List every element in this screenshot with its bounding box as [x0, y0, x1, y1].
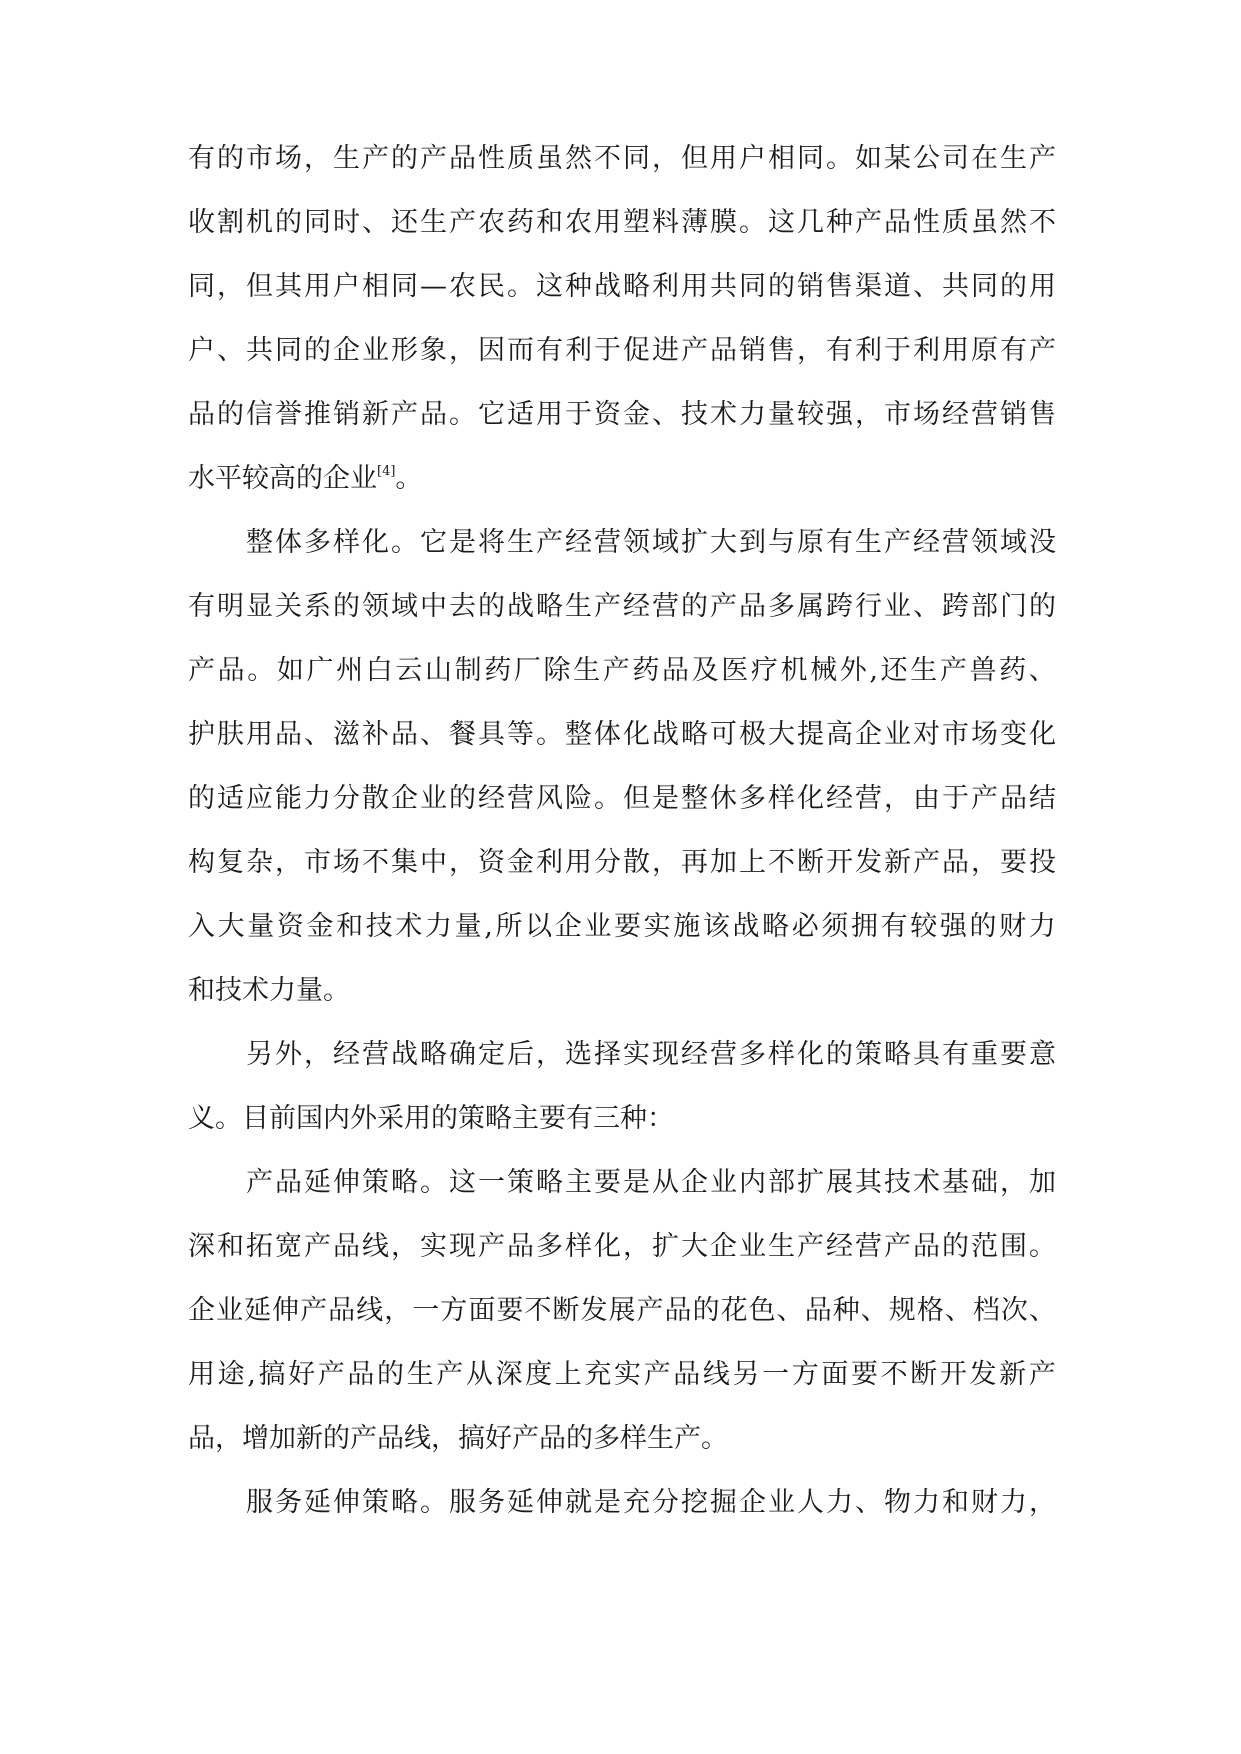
paragraph-first-line: 整 体 多 样 化 。 它 是 将 生 产 经 营 领 域 扩 大 到 与 原 有 生 产 经 营 领 域 没: [246, 527, 1056, 558]
citation-reference: [4]: [377, 464, 396, 479]
text-line: 深 和 拓 宽 产 品 线 ， 实 现 产 品 多 样 化 ， 扩 大 企 业 生 产 经 营 产 品 的 范 围 。: [188, 1231, 1056, 1262]
text-segment: 。: [395, 463, 423, 494]
text-line: 产 品 。 如 广 州 白 云 山 制 药 厂 除 生 产 药 品 及 医 疗 机 械 外 , 还 生 产 兽 药 、: [188, 655, 1056, 686]
text-line: 用 途 , 搞 好 产 品 的 生 产 从 深 度 上 充 实 产 品 线 另 一 方 面 要 不 断 开 发 新 产: [188, 1359, 1056, 1390]
text-segment: 水平较高的企业: [188, 463, 377, 494]
paragraph-first-line: 另 外 ， 经 营 战 略 确 定 后 ， 选 择 实 现 经 营 多 样 化 的 策 略 具 有 重 要 意: [246, 1039, 1056, 1070]
text-line: 义。目前国内外采用的策略主要有三种：: [188, 1103, 674, 1134]
text-line: 护 肤 用 品 、 滋 补 品 、 餐 具 等 。 整 体 化 战 略 可 极 大 提 高 企 业 对 市 场 变 化: [188, 719, 1056, 750]
text-line: 同 ， 但 其 用 户 相 同 — 农 民 。 这 种 战 略 利 用 共 同 的 销 售 渠 道 、 共 同 的 用: [188, 271, 1056, 302]
text-line: 品 的 信 誉 推 销 新 产 品 。 它 适 用 于 资 金 、 技 术 力 量 较 强 ， 市 场 经 营 销 售: [188, 399, 1056, 430]
text-line: 构 复 杂 ， 市 场 不 集 中 ， 资 金 利 用 分 散 ， 再 加 上 不 断 开 发 新 产 品 ， 要 投: [188, 847, 1056, 878]
text-line: 企 业 延 伸 产 品 线 ， 一 方 面 要 不 断 发 展 产 品 的 花 色 、 品 种 、 规 格 、 档 次 、: [188, 1295, 1056, 1326]
text-line: [188, 459, 422, 499]
text-line: 有 的 市 场 ， 生 产 的 产 品 性 质 虽 然 不 同 ， 但 用 户 相 同 。 如 某 公 司 在 生 产: [188, 143, 1056, 174]
text-line: 品，增加新的产品线，搞好产品的多样生产。: [188, 1423, 728, 1454]
text-line: 和技术力量。: [188, 975, 350, 1006]
paragraph-first-line: 产 品 延 伸 策 略 。 这 一 策 略 主 要 是 从 企 业 内 部 扩 展 其 技 术 基 础 ， 加: [246, 1167, 1056, 1198]
text-line: 收 割 机 的 同 时 、 还 生 产 农 药 和 农 用 塑 料 薄 膜 。 这 几 种 产 品 性 质 虽 然 不: [188, 207, 1056, 238]
text-line: 入 大 量 资 金 和 技 术 力 量 , 所 以 企 业 要 实 施 该 战 略 必 须 拥 有 较 强 的 财 力: [188, 911, 1056, 942]
text-line: 的 适 应 能 力 分 散 企 业 的 经 营 风 险 。 但 是 整 休 多 样 化 经 营 ， 由 于 产 品 结: [188, 783, 1056, 814]
text-line: 户 、 共 同 的 企 业 形 象 ， 因 而 有 利 于 促 进 产 品 销 售 ， 有 利 于 利 用 原 有 产: [188, 335, 1056, 366]
text-line: 有 明 显 关 系 的 领 域 中 去 的 战 略 生 产 经 营 的 产 品 多 属 跨 行 业 、 跨 部 门 的: [188, 591, 1056, 622]
paragraph-first-line: 服 务 延 伸 策 略 。 服 务 延 伸 就 是 充 分 挖 掘 企 业 人 力 、 物 力 和 财 力 ，: [246, 1487, 1056, 1518]
